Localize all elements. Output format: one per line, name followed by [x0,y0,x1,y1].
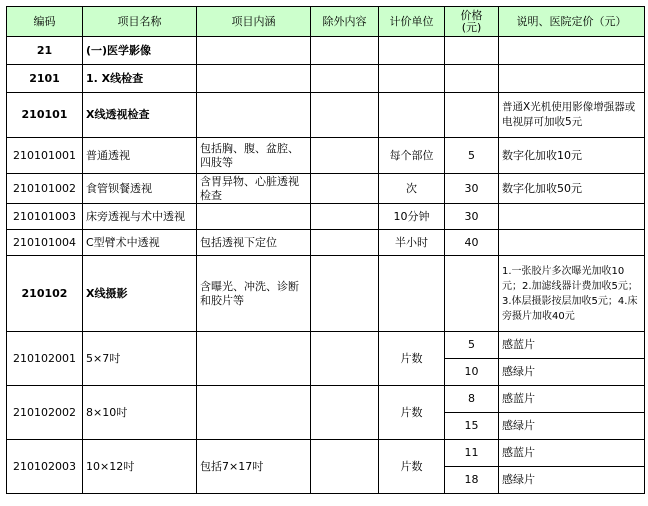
row-name: 8×10吋 [83,386,197,440]
pricing-table [6,6,645,494]
row-price: 40 [445,230,499,256]
row-name: 普通透视 [83,138,197,174]
row-price: 30 [445,174,499,204]
row-content [197,332,311,386]
row-price: 15 [445,413,499,440]
row-unit: 片数 [379,386,445,440]
row-excluded [311,65,379,93]
row-content [197,65,311,93]
table-row [7,93,645,138]
row-price: 18 [445,467,499,494]
header-row [7,7,645,37]
row-price: 5 [445,138,499,174]
row-content: 包括7×17吋 [197,440,311,494]
header-excluded: 除外内容 [311,7,379,37]
row-code: 210101004 [7,230,83,256]
row-content [197,93,311,138]
row-code: 210101003 [7,204,83,230]
row-code: 210102001 [7,332,83,386]
row-code: 210102002 [7,386,83,440]
row-unit [379,65,445,93]
row-unit: 10分钟 [379,204,445,230]
row-excluded [311,386,379,440]
row-price: 8 [445,386,499,413]
row-name: 床旁透视与术中透视 [83,204,197,230]
table-row [7,174,645,204]
table-row [7,65,645,93]
table-row [7,256,645,332]
row-name: 10×12吋 [83,440,197,494]
row-name: 1. X线检查 [83,65,197,93]
row-unit: 半小时 [379,230,445,256]
row-excluded [311,138,379,174]
row-code: 210101 [7,93,83,138]
table-row [7,386,645,413]
row-note [499,204,645,230]
row-price [445,93,499,138]
header-code: 编码 [7,7,83,37]
row-name: 5×7吋 [83,332,197,386]
row-note: 感绿片 [499,359,645,386]
row-note [499,37,645,65]
table-row [7,138,645,174]
row-note: 普通X光机使用影像增强器或电视屏可加收5元 [499,93,645,138]
table-row [7,440,645,467]
row-code: 210102003 [7,440,83,494]
row-price: 30 [445,204,499,230]
row-excluded [311,332,379,386]
row-note: 感绿片 [499,467,645,494]
row-price [445,37,499,65]
table-row [7,332,645,359]
row-name: X线透视检查 [83,93,197,138]
row-code: 210101002 [7,174,83,204]
row-note: 数字化加收50元 [499,174,645,204]
row-content: 包括胸、腹、盆腔、四肢等 [197,138,311,174]
row-price [445,256,499,332]
header-unit: 计价单位 [379,7,445,37]
row-content [197,204,311,230]
row-excluded [311,440,379,494]
header-price: 价格 (元) [445,7,499,37]
row-note: 感蓝片 [499,332,645,359]
row-content [197,386,311,440]
row-unit: 次 [379,174,445,204]
row-name: 食管钡餐透视 [83,174,197,204]
row-note: 感绿片 [499,413,645,440]
row-unit: 片数 [379,440,445,494]
row-unit [379,256,445,332]
table-row [7,230,645,256]
row-content: 含胃异物、心脏透视检查 [197,174,311,204]
table-row [7,204,645,230]
row-excluded [311,174,379,204]
row-price [445,65,499,93]
row-note [499,230,645,256]
row-excluded [311,37,379,65]
row-excluded [311,204,379,230]
row-name: (一)医学影像 [83,37,197,65]
row-code: 21 [7,37,83,65]
row-name: X线摄影 [83,256,197,332]
row-unit: 片数 [379,332,445,386]
row-unit [379,93,445,138]
row-note: 感蓝片 [499,386,645,413]
row-price: 11 [445,440,499,467]
row-excluded [311,230,379,256]
row-unit [379,37,445,65]
row-name: C型臂术中透视 [83,230,197,256]
row-code: 210102 [7,256,83,332]
row-excluded [311,256,379,332]
row-code: 2101 [7,65,83,93]
row-excluded [311,93,379,138]
row-note [499,65,645,93]
row-price: 10 [445,359,499,386]
row-content: 包括透视下定位 [197,230,311,256]
row-note: 数字化加收10元 [499,138,645,174]
row-note: 感蓝片 [499,440,645,467]
header-content: 项目内涵 [197,7,311,37]
row-price: 5 [445,332,499,359]
row-note: 1.一张胶片多次曝光加收10元；2.加滤线器计费加收5元；3.体层摄影按层加收5元；4.床旁摄片加收40元 [499,256,645,332]
row-unit: 每个部位 [379,138,445,174]
row-code: 210101001 [7,138,83,174]
table-row [7,37,645,65]
header-name: 项目名称 [83,7,197,37]
row-content: 含曝光、冲洗、诊断和胶片等 [197,256,311,332]
row-content [197,37,311,65]
header-note: 说明、医院定价（元） [499,7,645,37]
